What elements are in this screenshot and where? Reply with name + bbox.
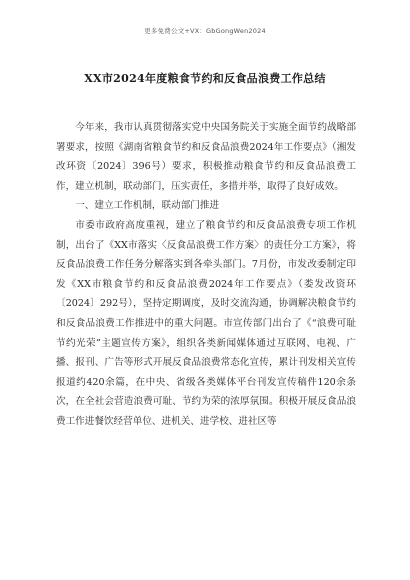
document-body: [56, 118, 356, 432]
intro-paragraph: 今年来，我市认真贯彻落实党中央国务院关于实施全面节约战略部署要求，按照《湖南省粮食节约和反食品浪费2024年工作要点》（湘发改环资〔2024〕396号）要求，积极推动粮食节约和反食品浪费工作，建立机制，联动部门，压实责任，多措并举，取得了良好成效。: [56, 122, 356, 192]
section-heading: 一、建立工作机制，联动部门推进: [75, 200, 220, 212]
section-paragraph: 市委市政府高度重视，建立了粮食节约和反食品浪费专项工作机制，出台了《XX市落实〈反食品浪费工作方案〉的责任分工方案》，将反食品浪费工作任务分解落实到各牵头部门。7月份，市发改委制定印发《XX市粮食节约和反食品浪费2024年工作要点》（娄发改资环〔2024〕292号），坚持定期调度，及时交流沟通，协调解决粮食节约和反食品浪费工作推进中的重大问题。市宣传部门出台了《“浪费可耻节约光荣”主题宣传方案》，组织各类新闻媒体通过互联网、电视、广播、报刊、广告等形式开展反食品浪费常态化宣传，累计刊发相关宣传报道约420余篇，在中央、省级各类媒体平台刊发宣传稿件120余条次，在全社会营造浪费可耻、节约为荣的浓厚氛围。积极开展反食品浪费工作进餐饮经营单位、进机关、进学校、进社区等: [56, 219, 356, 427]
document-title: XX市2024年度粮食节约和反食品浪费工作总结: [84, 72, 326, 85]
header-promo-note: 更多免费公文+VX：GbGongWen2024: [144, 27, 266, 35]
